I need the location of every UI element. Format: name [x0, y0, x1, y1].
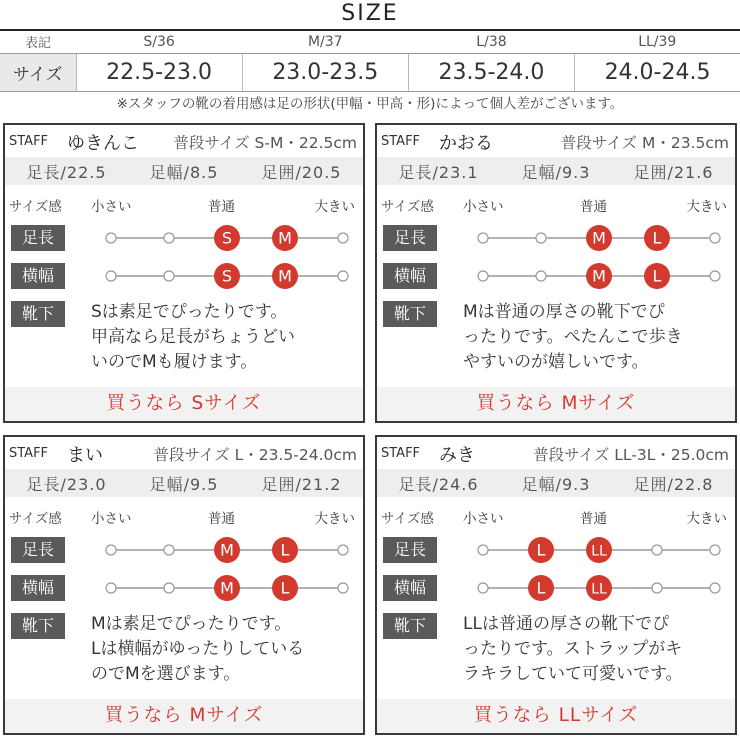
foot-length: 足長/22.5 — [26, 162, 107, 182]
scale-dot — [106, 233, 116, 243]
size-feel-label: サイズ感 — [381, 511, 434, 527]
scale-dot — [478, 583, 488, 593]
scale-normal-label: 普通 — [208, 511, 235, 527]
size-value-ll: 24.0-24.5 — [575, 53, 740, 91]
scale-dot — [710, 545, 720, 555]
foot-circumference: 足囲/21.2 — [261, 474, 342, 494]
staff-card — [375, 435, 737, 735]
size-table-row-label: サイズ — [0, 53, 76, 91]
scale-small-label: 小さい — [463, 199, 504, 215]
scale-dot — [338, 583, 348, 593]
width-tag: 横幅 — [11, 263, 65, 289]
width-fit-scale — [467, 263, 727, 289]
scale-dot — [536, 233, 546, 243]
staff-header — [5, 125, 363, 157]
width-fit-scale — [95, 263, 355, 289]
scale-dot — [478, 271, 488, 281]
scale-normal-label: 普通 — [580, 511, 607, 527]
scale-dot — [652, 583, 662, 593]
width-fit-row — [377, 263, 735, 289]
fit-marker-label: L — [280, 540, 290, 560]
recommended-size: 買うなら Mサイズ — [377, 387, 735, 421]
scale-dot — [652, 545, 662, 555]
fit-marker-label: M — [592, 266, 606, 286]
foot-width: 足幅/9.5 — [149, 474, 219, 494]
staff-comment: Mは普通の厚さの靴下でぴ ったりです。ぺたんこで歩き やすいのが嬉しいです。 — [463, 302, 683, 372]
foot-length: 足長/24.6 — [398, 474, 479, 494]
foot-circumference: 足囲/22.8 — [633, 474, 714, 494]
size-value-s: 22.5-23.0 — [76, 53, 242, 91]
width-tag: 横幅 — [383, 263, 437, 289]
staff-tag: STAFF — [381, 446, 421, 461]
socks-tag: 靴下 — [11, 613, 65, 639]
scale-dot — [164, 545, 174, 555]
size-feel-label: サイズ感 — [9, 511, 62, 527]
usual-size: 普段サイズ S-M・22.5cm — [173, 134, 357, 152]
foot-circumference: 足囲/21.6 — [633, 162, 714, 182]
staff-name: かおる — [439, 133, 493, 154]
scale-header — [5, 195, 363, 215]
fit-marker-label: LL — [591, 543, 607, 560]
page-title: SIZE — [341, 1, 399, 26]
length-tag: 足長 — [11, 537, 65, 563]
foot-measurements — [5, 469, 363, 497]
length-fit-row — [5, 537, 363, 563]
scale-dot — [478, 545, 488, 555]
scale-large-label: 大きい — [314, 511, 355, 527]
length-fit-scale — [95, 537, 355, 563]
scale-normal-label: 普通 — [580, 199, 607, 215]
length-fit-scale — [467, 537, 727, 563]
scale-large-label: 大きい — [686, 511, 727, 527]
staff-name: みき — [439, 445, 475, 466]
scale-normal-label: 普通 — [208, 199, 235, 215]
size-table-value-row — [0, 53, 740, 91]
width-tag: 横幅 — [383, 575, 437, 601]
staff-header — [5, 437, 363, 469]
scale-small-label: 小さい — [91, 199, 132, 215]
scale-small-label: 小さい — [463, 511, 504, 527]
socks-tag: 靴下 — [11, 301, 65, 327]
width-fit-row — [377, 575, 735, 601]
size-feel-label: サイズ感 — [9, 199, 62, 215]
width-fit-row — [5, 575, 363, 601]
length-fit-scale — [467, 225, 727, 251]
fit-marker-label: M — [278, 266, 292, 286]
width-fit-scale — [95, 575, 355, 601]
scale-dot — [710, 583, 720, 593]
recommended-size: 買うなら Sサイズ — [5, 387, 363, 421]
scale-header — [377, 507, 735, 527]
staff-name: ゆきんこ — [67, 133, 139, 154]
foot-circumference: 足囲/20.5 — [261, 162, 342, 182]
scale-dot — [164, 583, 174, 593]
staff-comment: Mは素足でぴったりです。 Lは横幅がゆったりしている のでMを選びます。 — [91, 614, 305, 684]
width-tag: 横幅 — [11, 575, 65, 601]
fit-disclaimer: ※スタッフの靴の着用感は足の形状(甲幅・甲高・形)によって個人差がございます。 — [116, 96, 624, 112]
fit-marker-label: M — [220, 540, 234, 560]
scale-dot — [164, 271, 174, 281]
foot-measurements — [377, 469, 735, 497]
fit-marker-label: L — [652, 228, 662, 248]
fit-marker-label: L — [652, 266, 662, 286]
size-table-head-label: 表記 — [0, 31, 76, 53]
length-fit-row — [5, 225, 363, 251]
scale-dot — [106, 583, 116, 593]
scale-dot — [338, 233, 348, 243]
recommended-size: 買うなら Mサイズ — [5, 699, 363, 733]
recommended-size: 買うなら LLサイズ — [377, 699, 735, 733]
scale-dot — [478, 233, 488, 243]
fit-marker-label: L — [536, 540, 546, 560]
fit-marker-label: L — [536, 578, 546, 598]
fit-marker-label: LL — [591, 581, 607, 598]
staff-card — [375, 123, 737, 423]
size-table-header-row — [0, 31, 740, 53]
foot-width: 足幅/9.3 — [521, 474, 591, 494]
length-tag: 足長 — [383, 537, 437, 563]
foot-width: 足幅/8.5 — [149, 162, 219, 182]
fit-marker-label: M — [220, 578, 234, 598]
staff-tag: STAFF — [9, 134, 49, 149]
usual-size: 普段サイズ LL-3L・25.0cm — [533, 446, 729, 464]
foot-width: 足幅/9.3 — [521, 162, 591, 182]
staff-tag: STAFF — [381, 134, 421, 149]
scale-dot — [710, 233, 720, 243]
size-feel-label: サイズ感 — [381, 199, 434, 215]
socks-tag: 靴下 — [383, 613, 437, 639]
scale-large-label: 大きい — [686, 199, 727, 215]
size-column-ll: LL/39 — [575, 31, 740, 53]
foot-length: 足長/23.0 — [26, 474, 107, 494]
length-tag: 足長 — [383, 225, 437, 251]
usual-size: 普段サイズ M・23.5cm — [560, 134, 729, 152]
scale-dot — [710, 271, 720, 281]
scale-dot — [338, 545, 348, 555]
scale-dot — [106, 545, 116, 555]
scale-small-label: 小さい — [91, 511, 132, 527]
length-fit-row — [377, 537, 735, 563]
size-value-l: 23.5-24.0 — [408, 53, 574, 91]
size-table — [0, 31, 740, 92]
fit-marker-label: M — [278, 228, 292, 248]
usual-size: 普段サイズ L・23.5-24.0cm — [153, 446, 357, 464]
foot-measurements — [377, 157, 735, 185]
staff-card — [3, 123, 365, 423]
staff-header — [377, 125, 735, 157]
fit-marker-label: L — [280, 578, 290, 598]
socks-tag: 靴下 — [383, 301, 437, 327]
fit-marker-label: S — [221, 266, 233, 286]
staff-name: まい — [67, 445, 103, 466]
fit-marker-label: M — [592, 228, 606, 248]
length-fit-row — [377, 225, 735, 251]
length-fit-scale — [95, 225, 355, 251]
scale-dot — [106, 271, 116, 281]
size-column-m: M/37 — [242, 31, 408, 53]
size-column-s: S/36 — [76, 31, 242, 53]
length-tag: 足長 — [11, 225, 65, 251]
scale-header — [5, 507, 363, 527]
width-fit-scale — [467, 575, 727, 601]
scale-dot — [338, 271, 348, 281]
staff-card — [3, 435, 365, 735]
staff-comment: LLは普通の厚さの靴下でぴ ったりです。ストラップがキ ラキラしていて可愛いです。 — [463, 614, 683, 684]
foot-measurements — [5, 157, 363, 185]
width-fit-row — [5, 263, 363, 289]
scale-dot — [164, 233, 174, 243]
size-column-l: L/38 — [408, 31, 574, 53]
staff-tag: STAFF — [9, 446, 49, 461]
foot-length: 足長/23.1 — [398, 162, 479, 182]
scale-header — [377, 195, 735, 215]
fit-marker-label: S — [221, 228, 233, 248]
scale-dot — [536, 271, 546, 281]
scale-large-label: 大きい — [314, 199, 355, 215]
size-value-m: 23.0-23.5 — [242, 53, 408, 91]
staff-comment: Sは素足でぴったりです。 甲高なら足長がちょうどい いのでMも履けます。 — [91, 302, 295, 372]
staff-header — [377, 437, 735, 469]
